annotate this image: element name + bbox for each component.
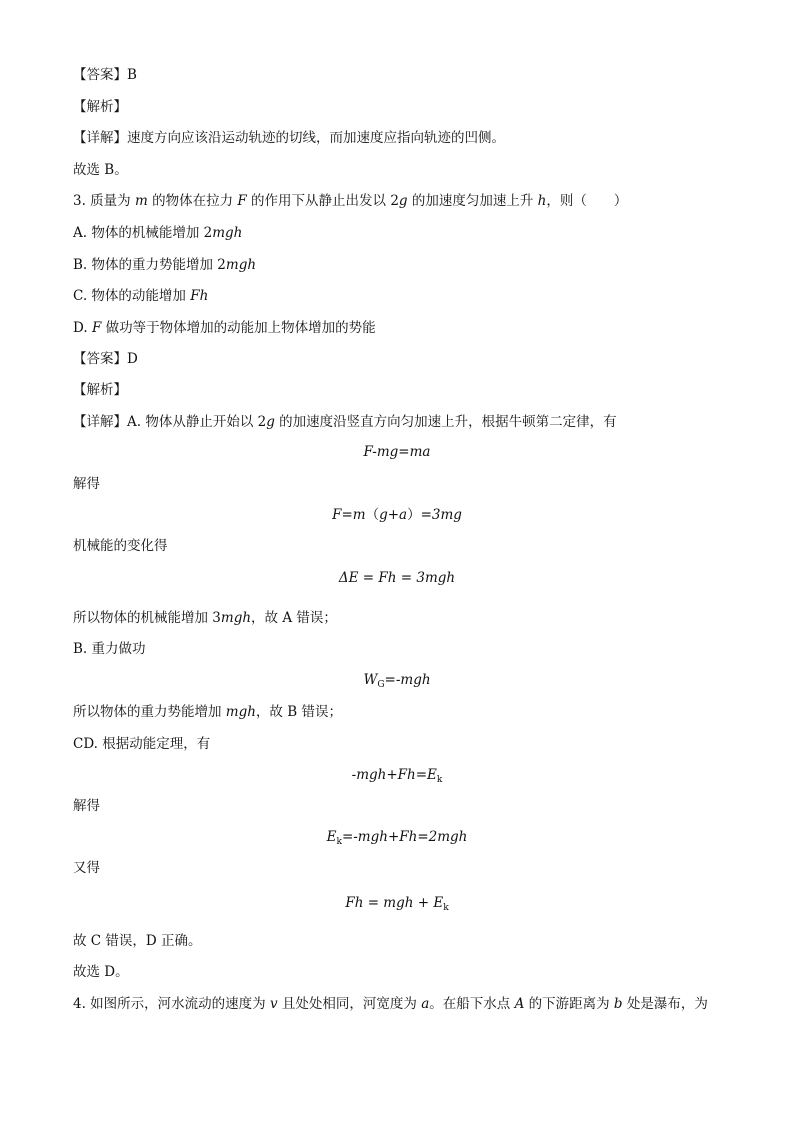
- q3-stem: 3. 质量为 m 的物体在拉力 F 的作用下从静止出发以 2g 的加速度匀加速上升 h，则（ ）: [73, 193, 628, 209]
- q2-detail: [73, 129, 505, 147]
- equation-gravity-work: $W_G=$-mgh: [363, 672, 431, 690]
- q2-answer: [73, 66, 137, 84]
- answer-tag: 【答案】: [73, 67, 127, 83]
- answer-value: D: [127, 351, 138, 367]
- answer-value: B: [127, 67, 137, 83]
- equation-kinetic-theorem: $-mgh+Fh=E_k$: [351, 767, 443, 785]
- solve-label-1: 解得: [73, 476, 100, 492]
- q4-stem: 4. 如图所示，河水流动的速度为 v 且处处相同，河宽度为 a。在船下水点 A 的下游距离为 b 处是瀑布，为: [73, 996, 708, 1012]
- detail-tag: 【详解】: [73, 414, 127, 430]
- b-intro: B. 重力做功: [73, 641, 146, 657]
- equation-force: F=m（g+a）=3mg: [332, 507, 462, 523]
- answer-tag: 【答案】: [73, 351, 127, 367]
- q3-detail-a: 【详解】A. 物体从静止开始以 2g 的加速度沿竖直方向匀加速上升，根据牛顿第二定律，有: [73, 414, 617, 430]
- analysis-tag: 【解析】: [73, 99, 127, 115]
- equation-work-relation: Fh = mgh + $E_k$: [345, 895, 449, 913]
- q3-analysis-tag: [73, 381, 127, 399]
- also-label: 又得: [73, 860, 100, 876]
- cd-intro: CD. 根据动能定理，有: [73, 736, 211, 752]
- analysis-tag: 【解析】: [73, 382, 127, 398]
- detail-text: 速度方向应该沿运动轨迹的切线，而加速度应指向轨迹的凹侧。: [127, 130, 505, 146]
- q3-option-c: C. 物体的动能增加 Fh: [73, 288, 209, 304]
- b-conclusion: 所以物体的重力势能增加 mgh，故 B 错误；: [73, 704, 342, 720]
- equation-newton: F-mg=ma: [363, 444, 431, 460]
- q3-answer: [73, 350, 138, 368]
- cd-conclusion: 故 C 错误，D 正确。: [73, 933, 202, 949]
- q2-analysis-tag: [73, 98, 127, 116]
- q3-option-b: B. 物体的重力势能增加 2mgh: [73, 257, 257, 273]
- mech-energy-label: 机械能的变化得: [73, 538, 168, 554]
- equation-mech-energy: ΔE = Fh = 3mgh: [338, 570, 456, 586]
- q3-final: 故选 D。: [73, 964, 129, 980]
- detail-tag: 【详解】: [73, 130, 127, 146]
- q2-conclusion: 故选 B。: [73, 162, 128, 178]
- q3-option-a: A. 物体的机械能增加 2mgh: [73, 225, 243, 241]
- solve-label-2: 解得: [73, 798, 100, 814]
- equation-kinetic-energy: $E_k=-mgh+Fh=2mgh$: [326, 829, 468, 847]
- a-conclusion: 所以物体的机械能增加 3mgh，故 A 错误；: [73, 610, 337, 626]
- q3-option-d: D. F 做功等于物体增加的动能加上物体增加的势能: [73, 320, 376, 336]
